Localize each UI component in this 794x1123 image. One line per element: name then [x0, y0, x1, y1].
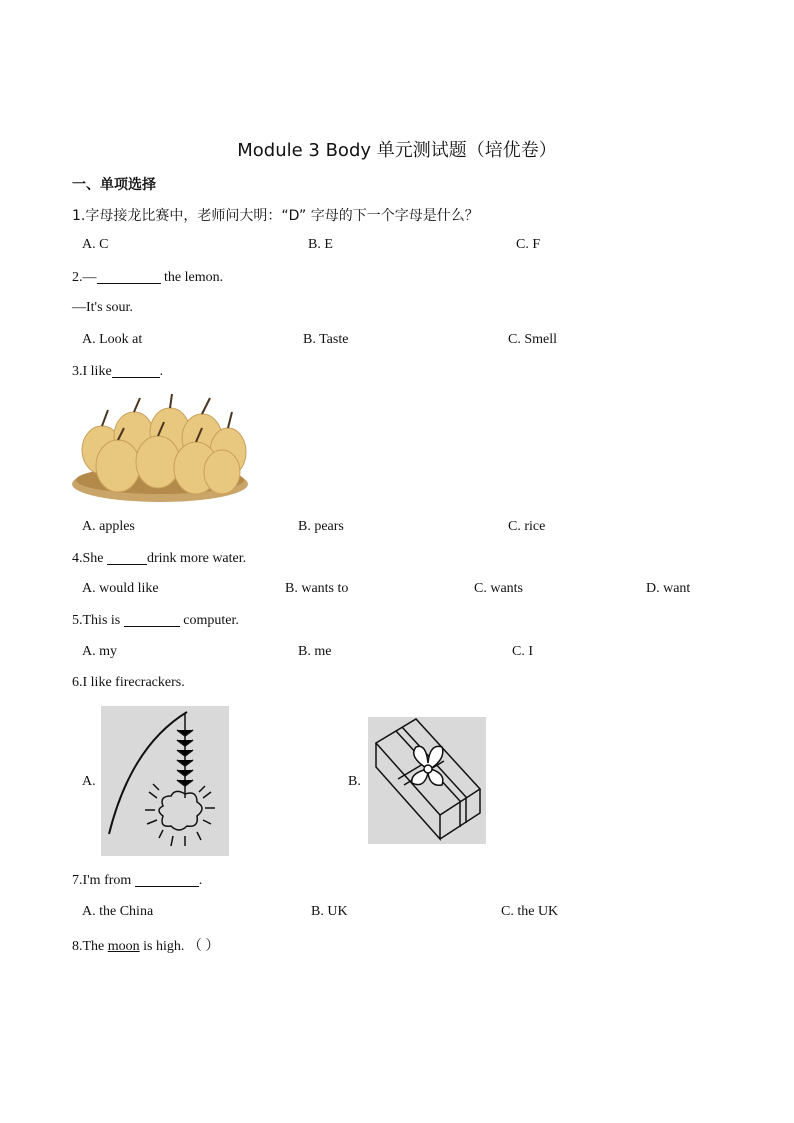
q3-option-c[interactable]: C. rice [508, 519, 546, 534]
q8-suffix: is high. （ ） [139, 939, 220, 954]
q5-option-a[interactable]: A. my [82, 644, 117, 659]
q7-blank[interactable] [135, 872, 199, 887]
q7-suffix: . [198, 873, 203, 888]
q4-option-c[interactable]: C. wants [474, 581, 523, 596]
q4-option-d[interactable]: D. want [646, 581, 691, 596]
q5-blank[interactable] [124, 612, 180, 627]
q3-option-a[interactable]: A. apples [82, 519, 135, 534]
q4-option-a[interactable]: A. would like [82, 581, 159, 596]
question-4 [72, 550, 246, 567]
q5-suffix: computer. [179, 613, 239, 628]
q2-suffix: the lemon. [160, 270, 224, 285]
q1-option-a[interactable]: A. C [82, 237, 109, 252]
q2-option-b[interactable]: B. Taste [303, 332, 349, 347]
question-7 [72, 872, 202, 889]
q1-option-c[interactable]: C. F [516, 237, 541, 252]
page-title: Module 3 Body 单元测试题（培优卷） [237, 140, 557, 161]
q7-option-c[interactable]: C. the UK [501, 904, 559, 919]
question-2 [72, 269, 223, 286]
q5-option-b[interactable]: B. me [298, 644, 332, 659]
q7-prefix: 7.I'm from [72, 873, 135, 888]
section-heading: 一、单项选择 [72, 177, 156, 193]
q7-option-a[interactable]: A. the China [82, 904, 154, 919]
q2-prefix: 2.— [72, 270, 97, 285]
q4-prefix: 4.She [72, 551, 107, 566]
q6-option-b-label[interactable]: B. [348, 774, 361, 789]
q1-option-b[interactable]: B. E [308, 237, 333, 252]
q8-prefix: 8.The [72, 939, 108, 954]
gift-box-image[interactable] [368, 717, 486, 844]
q5-prefix: 5.This is [72, 613, 124, 628]
q3-prefix: 3.I like [72, 364, 112, 379]
question-5 [72, 612, 239, 629]
question-3 [72, 363, 163, 380]
q3-blank[interactable] [112, 363, 160, 378]
q2-option-a[interactable]: A. Look at [82, 332, 143, 347]
q7-option-b[interactable]: B. UK [311, 904, 348, 919]
q4-blank[interactable] [107, 550, 147, 565]
question-6: 6.I like firecrackers. [72, 675, 185, 690]
q4-suffix: drink more water. [147, 551, 247, 566]
q2-blank[interactable] [97, 269, 161, 284]
q2-reply: —It's sour. [72, 300, 133, 315]
q6-option-a-label[interactable]: A. [82, 774, 96, 789]
pears-image [72, 392, 248, 504]
question-8 [72, 935, 219, 955]
q8-underlined-word: moon [107, 939, 140, 954]
q4-option-b[interactable]: B. wants to [285, 581, 349, 596]
q5-option-c[interactable]: C. I [512, 644, 533, 659]
q3-suffix: . [159, 364, 164, 379]
question-1: 1.字母接龙比赛中，老师问大明：“D” 字母的下一个字母是什么？ [72, 208, 479, 224]
q2-option-c[interactable]: C. Smell [508, 332, 558, 347]
q3-option-b[interactable]: B. pears [298, 519, 344, 534]
firecracker-image[interactable] [101, 706, 229, 856]
